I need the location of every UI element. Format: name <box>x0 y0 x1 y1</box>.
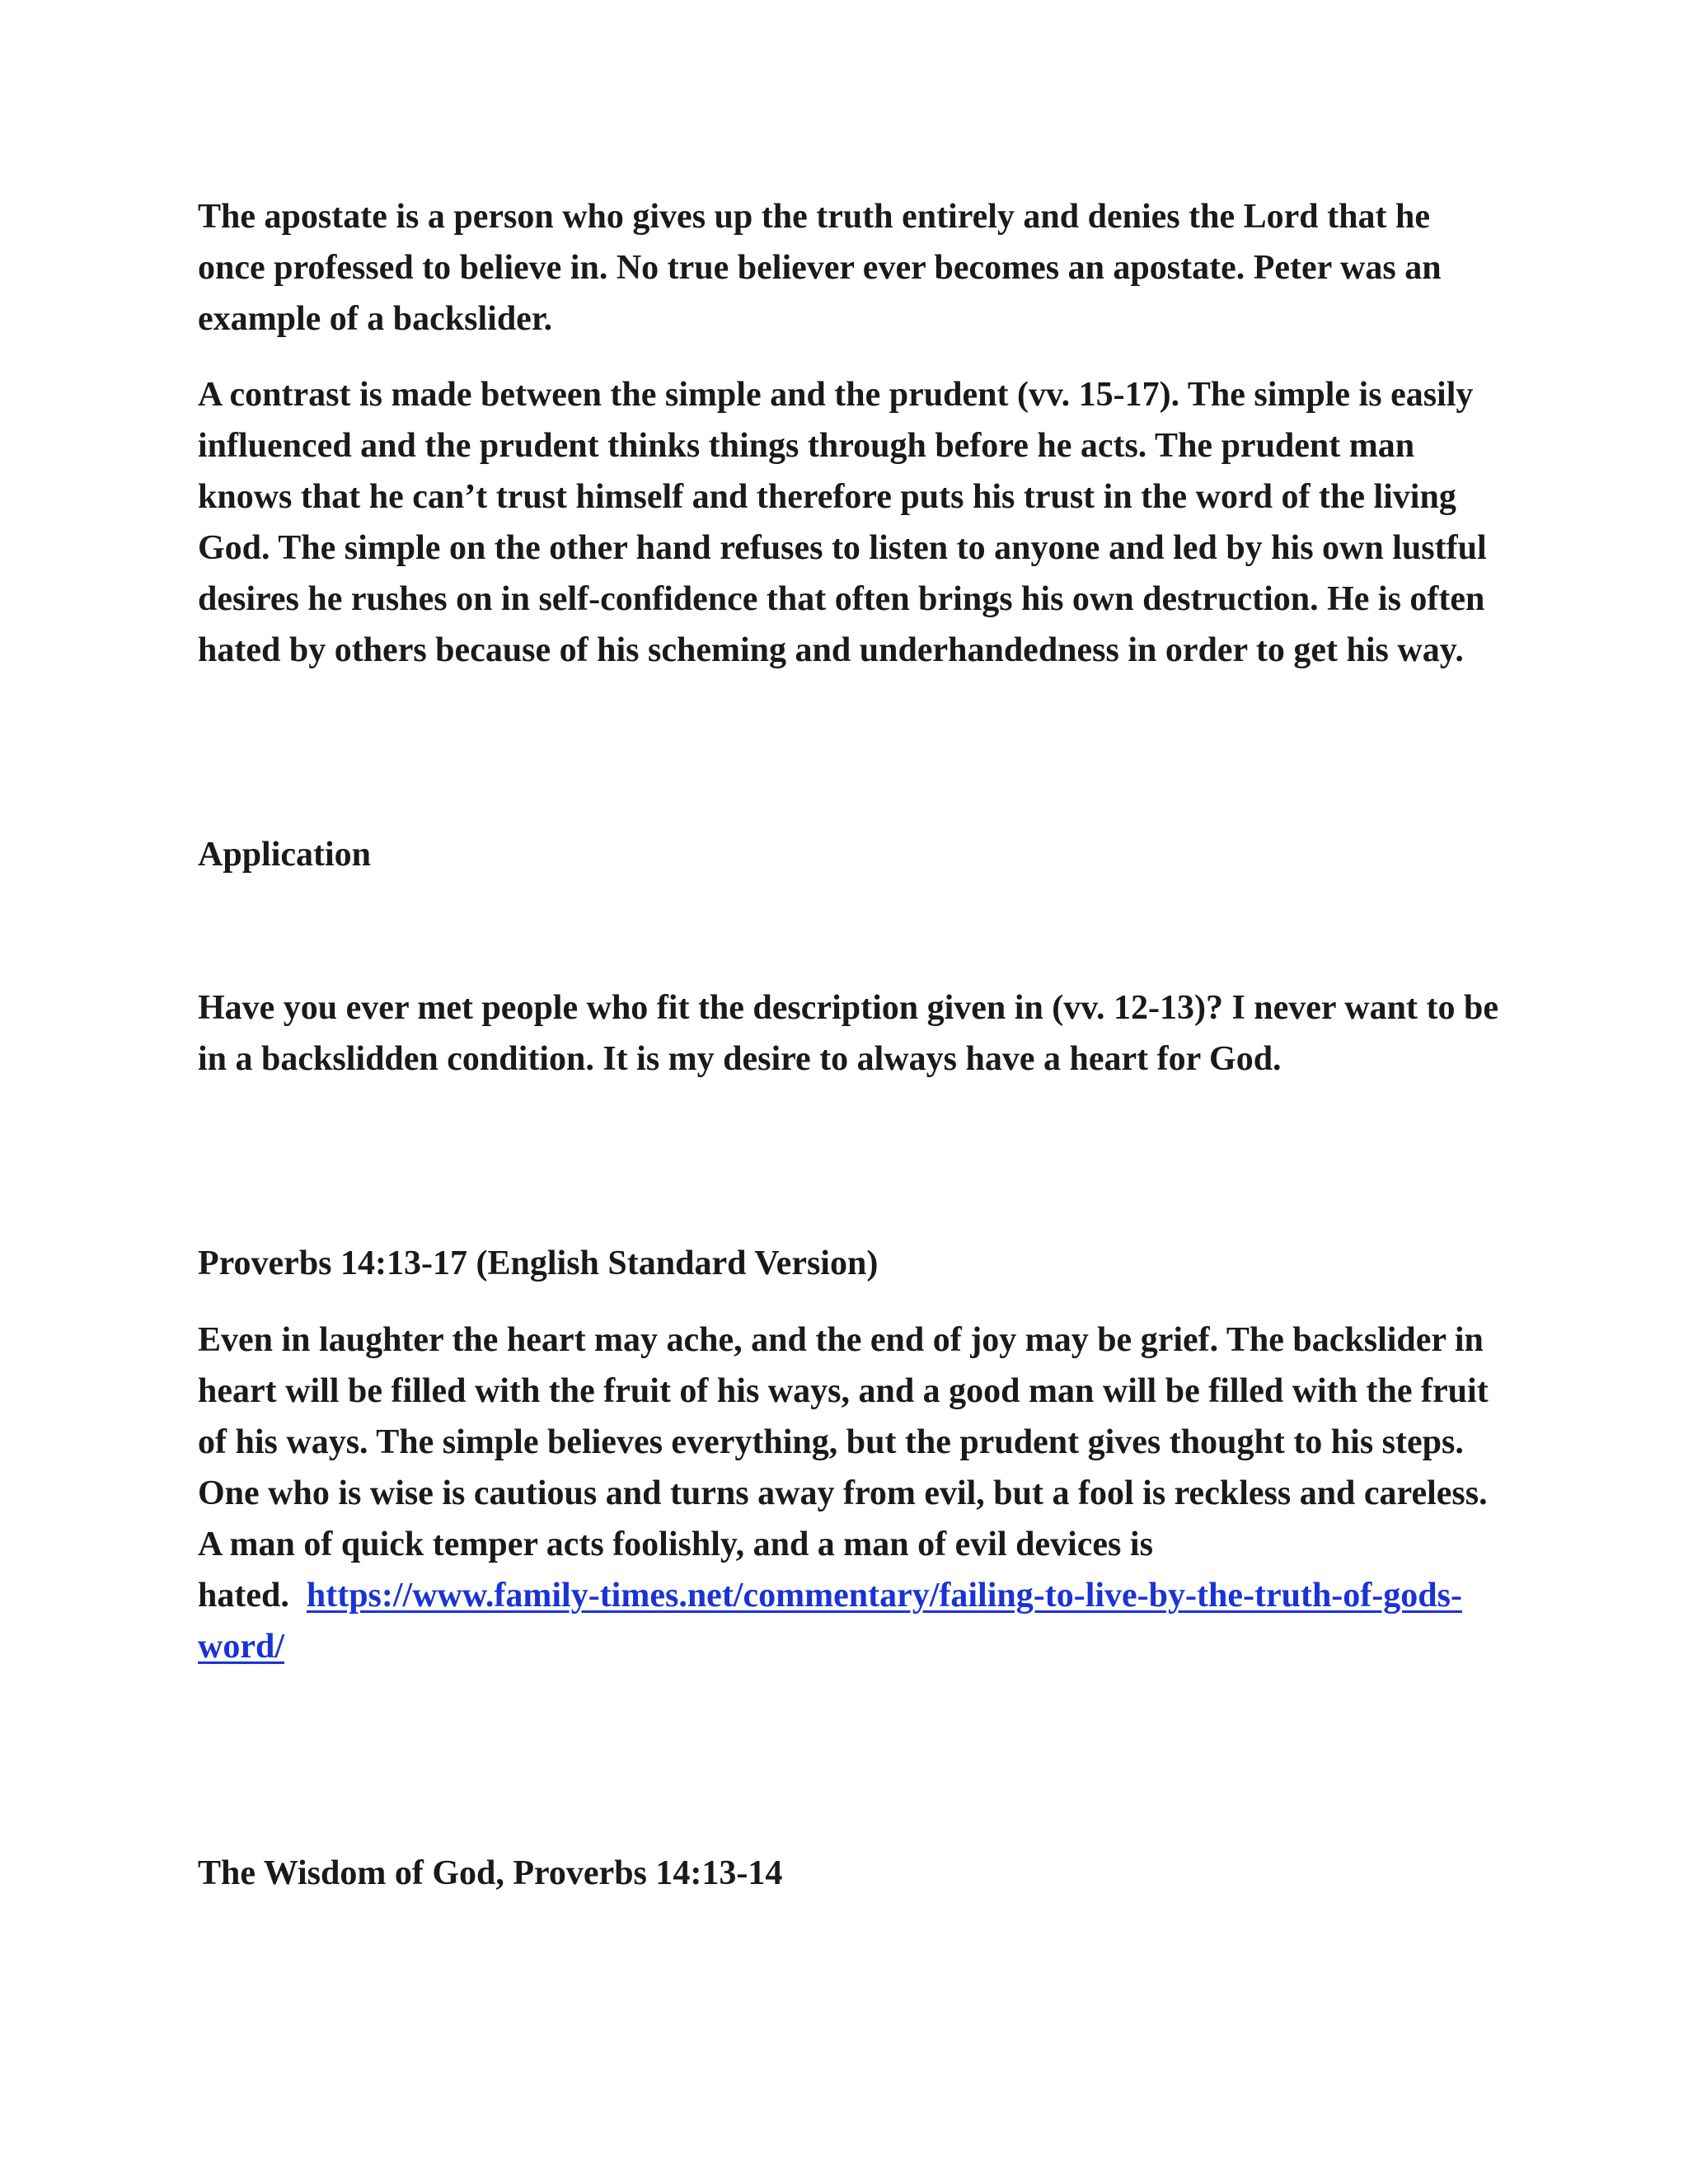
paragraph-scripture <box>198 1315 1500 1672</box>
paragraph-contrast: A contrast is made between the simple and the prudent (vv. 15-17). The simple is easily influenced and the prudent thinks things through before he acts. The prudent man knows that he can’t trust himself and therefore puts his trust in the word of the living God. The simple on the other hand refuses to listen to anyone and led by his own lustful desires he rushes on in self-confidence that often brings his own destruction. He is often hated by others because of his scheming and underhandedness in order to get his way. <box>198 376 1487 669</box>
scripture-text: Even in laughter the heart may ache, and the end of joy may be grief. The backslider in heart will be filled with the fruit of his ways, and a good man will be filled with the fruit of his ways. The simple believes everything, but the prudent gives thought to his steps. One who is wise is cautious and turns away from evil, but a fool is reckless and careless. A man of quick temper acts foolishly, and a man of evil devices is hated. <box>198 1321 1489 1615</box>
heading-application: Application <box>198 836 372 874</box>
source-link[interactable]: https://www.family-times.net/commentary/failing-to-live-by-the-truth-of-gods-word/ <box>198 1577 1462 1666</box>
heading-wisdom-of-god: The Wisdom of God, Proverbs 14:13-14 <box>198 1854 783 1892</box>
paragraph-application: Have you ever met people who fit the description given in (vv. 12-13)? I never want to be in a backslidden condition. It is my desire to always have a heart for God. <box>198 989 1498 1078</box>
heading-scripture-reference: Proverbs 14:13-17 (English Standard Version) <box>198 1244 879 1282</box>
paragraph-apostate: The apostate is a person who gives up the truth entirely and denies the Lord that he once professed to believe in. No true believer ever becomes an apostate. Peter was an example of a backslider. <box>198 198 1442 338</box>
